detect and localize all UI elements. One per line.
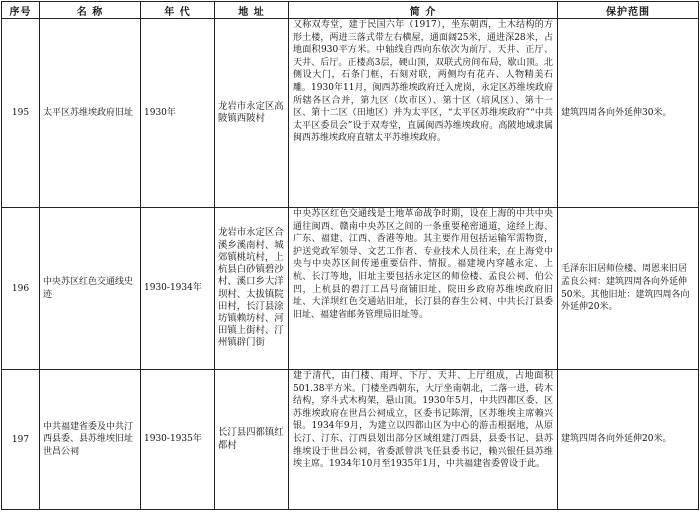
table-row [2,208,699,370]
row-site-name: 中共福建省委及中共汀西县委、县苏维埃旧址世昌公祠 [40,370,141,510]
row-site-name: 中央苏区红色交通线史迹 [40,208,141,370]
table-header-row [2,2,699,19]
row-introduction: 中央苏区红色交通线是土地革命战争时期，设在上海的中共中央通往闽西、赣南中央苏区之间的一条重要秘密通道，途经上海、广东、福建、江西、香港等地。其主要作用包括运输军需物资，护送党政军领导、文艺工作者、专业技术人员往来，在上海党中央与中央苏区间传递重要信件、情报。福建境内穿越永定、上杭、长汀等地，旧址主要包括永定区的师俭楼、孟良公祠、伯公凹，上杭县的碧汀工昌号商铺旧址、院田乡政府苏维埃政府旧址、大洋坝红色交通站旧址，长汀县的春生公祠、中共长汀县委旧址、福建省邮务管理局旧址等。 [289,208,558,370]
header-address: 地 址 [215,2,289,19]
header-serial-number: 序号 [2,2,40,19]
heritage-site-table [1,1,699,510]
table-row [2,19,699,208]
row-introduction: 又称双寿堂，建于民国六年（1917），坐东朝西，土木结构的方形土楼，两进三落式带左右横屋，通面阔25米，通进深28米，占地面积930平方米。中轴线自西向东依次为前厅、天井、正厅、天井、后厅。正楼高3层，硬山顶，双联式房间布局，歇山顶。北侧设大门，石条门框，石刻对联，两侧均有花卉、人物精美石雕。1930年11月，闽西苏维埃政府迁入虎岗，永定区苏维埃政府所辖各区合并，第九区（坎市区）、第十区（培风区）、第十一区、第十二区（田地区）并为太平区，“太平区苏维埃政府”“中共太平区委员会”设于双寿堂，直属闽西苏维埃政府。高陂地域隶属闽西苏维埃政府直辖太平苏维埃政府。 [289,19,558,208]
row-address: 长汀县四都镇红都村 [215,370,289,510]
table-row [2,370,699,510]
row-introduction: 建于清代，由门楼、雨坪、下厅、天井、上厅组成，占地面积501.38平方米。门楼坐西朝东，大厅坐南朝北，二落一进，砖木结构，穿斗式木构架，悬山顶。1930年5月，中共四都区委、区苏维埃政府在世昌公祠成立，区委书记陈渭，区苏维埃主席赖兴银。1934年9月，为建立以四都山区为中心的游击根据地，从原长汀、汀东、汀西县划出部分区域组建汀西县，县委书记、县苏维埃设于世昌公祠，省委派曾洪飞任县委书记，赖兴银任县苏维埃主席。1934年10月至1935年1月，中共福建省委曾设于此。 [289,370,558,510]
header-protection-scope: 保护范围 [558,2,699,19]
header-name: 名 称 [40,2,141,19]
header-introduction: 简 介 [289,2,558,19]
row-era: 1930年 [141,19,215,208]
row-site-name: 太平区苏维埃政府旧址 [40,19,141,208]
row-era: 1930-1935年 [141,370,215,510]
row-protection-scope: 毛泽东旧居师俭楼、周恩来旧居孟良公祠：建筑四周各向外延伸50米。其他旧址：建筑四周各向外延伸20米。 [558,208,699,370]
row-protection-scope: 建筑四周各向外延伸30米。 [558,19,699,208]
row-serial-number: 195 [2,19,40,208]
row-address: 龙岩市永定区合溪乡溪南村、城郊镇桃坑村，上杭县白砂镇碧沙村、溪口乡大洋坝村、太拔镇院田村，长汀县涂坊镇赖坊村、河田镇上街村、汀州镇辟门街 [215,208,289,370]
row-protection-scope: 建筑四周各向外延伸20米。 [558,370,699,510]
row-era: 1930-1934年 [141,208,215,370]
header-era: 年 代 [141,2,215,19]
row-serial-number: 196 [2,208,40,370]
row-serial-number: 197 [2,370,40,510]
row-address: 龙岩市永定区高陂镇西陂村 [215,19,289,208]
